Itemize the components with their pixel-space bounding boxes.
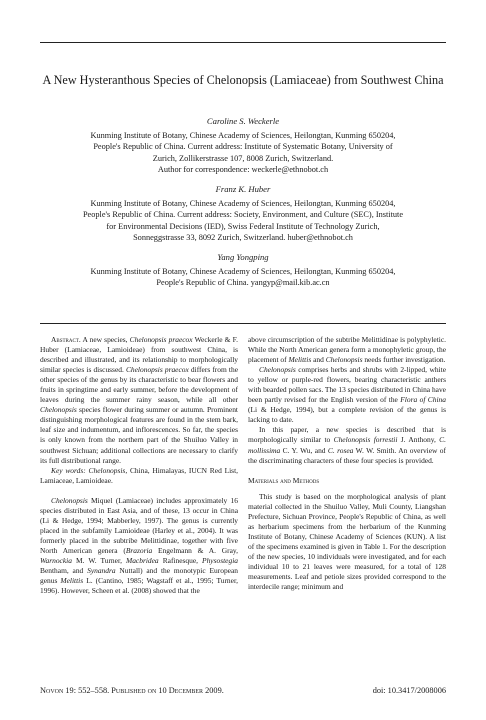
species-name: Chelonopsis praecox xyxy=(129,335,193,344)
intro-continuation xyxy=(248,335,446,365)
genus-name: Physostegia xyxy=(202,555,238,565)
journal-citation: Novon 19: 552–558. Published on 10 December 2009. xyxy=(40,686,224,695)
author-name: Franz K. Huber xyxy=(215,184,271,194)
title-text-end: (Lamiaceae) from Southwest China xyxy=(266,73,444,87)
genus-name: Warnockia xyxy=(40,555,72,565)
intro-text: M. W. Turner, xyxy=(71,555,127,565)
species-name: C. mollissima xyxy=(248,435,446,455)
abstract-text: Weckerle & F. Huber (Lamiaceae, Lamioideae) from southwest China, is described and illustrated, and its relationship to morphologically similar species is discussed. xyxy=(40,335,238,375)
species-name: Chelonopsis forrestii xyxy=(333,435,398,445)
section-heading-materials-methods: Materials and Methods xyxy=(248,475,320,485)
intro-text: and xyxy=(311,355,326,365)
affiliation-line: Kunming Institute of Botany, Chinese Academy of Sciences, Heilongtan, Kunming 650204, xyxy=(90,131,396,141)
intro-text: J. Anthony, xyxy=(397,435,440,445)
intro-text: C. Y. Wu, and xyxy=(280,445,328,455)
author-block-2 xyxy=(36,184,450,243)
genus-name: Chelonopsis xyxy=(40,405,77,415)
paper-scope-paragraph xyxy=(248,425,446,465)
author-name: Caroline S. Weckerle xyxy=(206,116,280,126)
affiliation-line-email[interactable]: Sonneggstrasse 33, 8092 Zurich, Switzerland. huber@ethnobot.ch xyxy=(133,232,353,242)
genus-name: Melittis xyxy=(60,576,84,586)
genus-name: Brazoria xyxy=(125,545,153,555)
genus-name: Melittis xyxy=(288,355,312,365)
intro-text: above circumscription of the subtribe Melittidinae is polyphyletic. While the North American genera form a monophyletic group, the placement of xyxy=(248,335,446,365)
intro-text: Miquel (Lamiaceae) includes approximately 16 species distributed in East Asia, and of these, 13 occur in China (Li & Hedge, 1994; Mabberley, 1997). The genus is currently placed in the subfamily Lamioideae (Harley et al., 2004). It was formerly placed in the subtribe Melittidinae, together with five North American genera ( xyxy=(40,495,238,555)
article-title xyxy=(40,72,446,89)
genus-name: Macbridea xyxy=(126,555,159,565)
abstract-text: species flower during summer or autumn. Prominent distinguishing morphological features are found in the stem bark, leaf size and indumentum, and inflorescences. So far, the species is only known from the northern part of the Shuiluo Valley in southwest Sichuan; additional collections are necessary to clarify its full distributional range. xyxy=(40,405,238,465)
genus-name: Chelonopsis xyxy=(88,465,126,475)
genus-paragraph xyxy=(248,365,446,425)
intro-text: Engelmann & A. Gray, xyxy=(152,545,238,555)
left-column xyxy=(40,335,238,596)
author-block-3 xyxy=(36,252,450,289)
keywords xyxy=(40,466,238,486)
species-name: C. rosea xyxy=(327,445,354,455)
genus-name: Chelonopsis xyxy=(51,495,88,505)
flora-title: Flora of China xyxy=(400,395,446,405)
genus-name: Synandra xyxy=(87,566,116,576)
affiliation-line: People's Republic of China. Current address: Institute of Systematic Botany, University of xyxy=(93,142,393,152)
intro-text: comprises herbs and shrubs with 2-lipped, white to yellow or purple-red flowers, bearing characteristic anthers with bearded pollen sacs. The 13 species distributed in China have been partly revised for the English version of the xyxy=(248,365,446,405)
title-text: A New Hysteranthous Species of xyxy=(42,73,207,87)
intro-text: (Li & Hedge, 1994), but a complete revision of the genus is lacking to date. xyxy=(248,405,446,425)
author-name: Yang Yongping xyxy=(217,252,269,262)
intro-text: Nuttall) and the monotypic European genus xyxy=(40,566,238,586)
affiliation-line: People's Republic of China. Current address: Society, Environment, and Culture (SEC), Institute xyxy=(82,210,404,220)
intro-text: Bentham, and xyxy=(40,566,88,576)
affiliation-line-email[interactable]: People's Republic of China. yangyp@mail.kib.ac.cn xyxy=(156,278,330,288)
right-column xyxy=(248,335,446,592)
genus-name: Chelonopsis xyxy=(259,365,296,375)
intro-text: L. (Cantino, 1985; Wagstaff et al., 1995; Turner, 1996). However, Scheen et al. (2008) showed that the xyxy=(40,576,238,596)
methods-paragraph: This study is based on the morphological analysis of plant material collected in the Shuiluo Valley, Muli County, Liangshan Prefecture, Sichuan Province, People's Republic of China, as well as herbarium specimens from the herbarium of the Kunming Institute of Botany, Chinese Academy of Sciences (KUN). A list of the specimens examined is given in Table 1. For the description of the new species, 10 individuals were investigated, and for each individual 10 to 21 leaves were measured, for a total of 128 measurements. Leaf and petiole sizes provided correspond to the interdecile range; minimum and xyxy=(248,491,446,592)
intro-text: W. W. Smith. An overview of the discriminating characters of these four species is provided. xyxy=(248,445,447,465)
abstract-text: differs from the other species of the genus by its characteristic to bear flowers and fruits in springtime and early summer, before the development of leaves during the summer rainy season, while all other xyxy=(40,365,238,405)
keywords-text: , China, Himalayas, IUCN Red List, Lamiaceae, Lamioideae. xyxy=(40,465,239,485)
affiliation-line: Zurich, Zollikerstrasse 107, 8008 Zurich, Switzerland. xyxy=(152,153,334,163)
intro-paragraph xyxy=(40,496,238,596)
intro-text: In this paper, a new species is described that is morphologically similar to xyxy=(248,425,446,445)
author-email[interactable]: Author for correspondence: weckerle@ethnobot.ch xyxy=(157,164,329,174)
intro-text: Rafinesque, xyxy=(158,555,203,565)
title-genus: Chelonopsis xyxy=(206,73,267,87)
genus-name: Chelonopsis xyxy=(325,355,363,365)
affiliation-line: for Environmental Decisions (IED), Swiss Federal Institute of Technology Zurich, xyxy=(106,221,380,231)
abstract-label: Abstract. xyxy=(51,335,81,344)
author-block-1 xyxy=(36,116,450,175)
species-name: Chelonopsis praecox xyxy=(125,365,189,375)
keywords-label: Key words: xyxy=(51,465,86,475)
affiliation-line: Kunming Institute of Botany, Chinese Academy of Sciences, Heilongtan, Kunming 650204, xyxy=(90,267,396,277)
intro-text: needs further investigation. xyxy=(362,355,446,365)
doi-link[interactable]: doi: 10.3417/2008006 xyxy=(372,686,446,695)
top-rule xyxy=(40,42,446,43)
abstract-text: A new species, xyxy=(80,335,130,344)
affiliation-line: Kunming Institute of Botany, Chinese Academy of Sciences, Heilongtan, Kunming 650204, xyxy=(90,199,396,209)
abstract xyxy=(40,335,238,466)
section-rule xyxy=(40,323,446,324)
